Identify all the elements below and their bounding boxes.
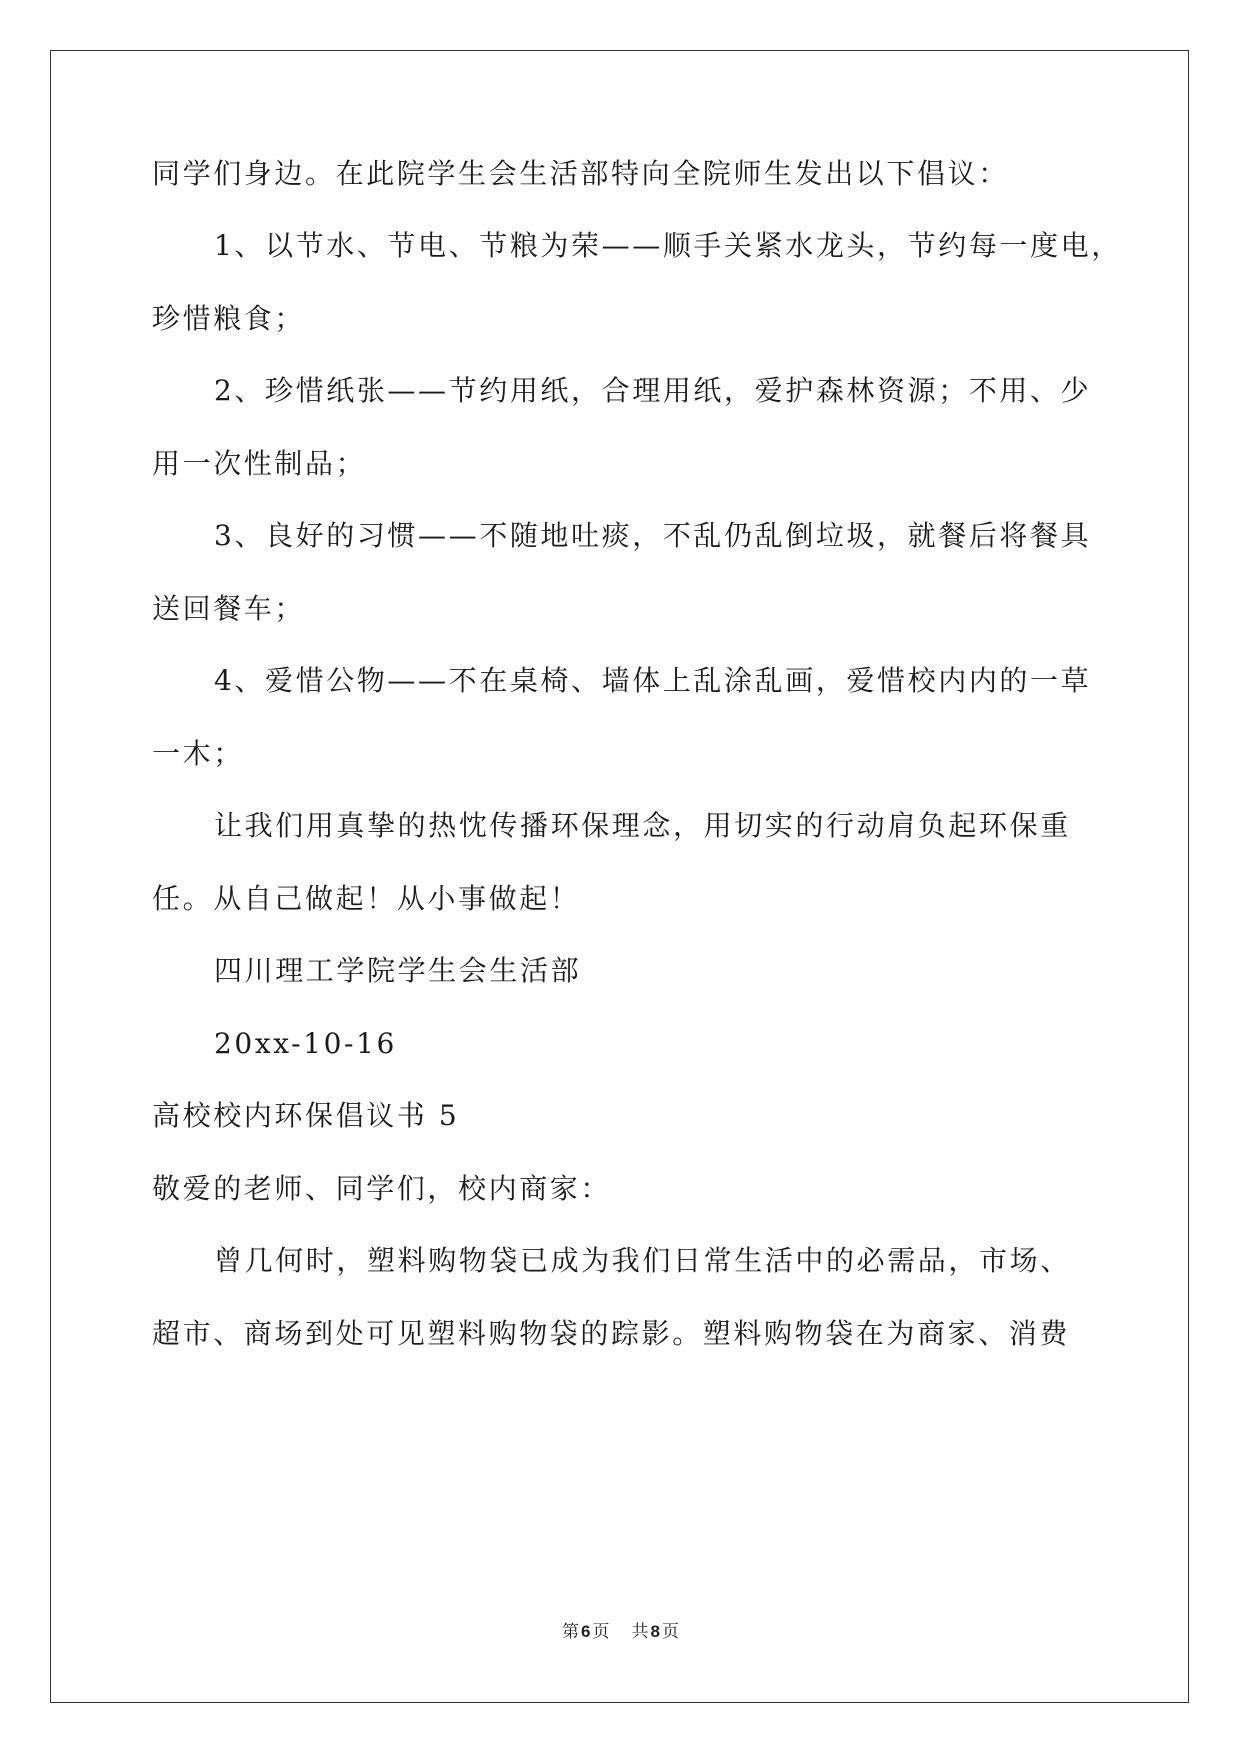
footer-total-pages: 8	[650, 1622, 660, 1641]
closing-line: 让我们用真挚的热忱传播环保理念，用切实的行动肩负起环保重	[214, 809, 1071, 842]
salutation: 敬爱的老师、同学们，校内商家：	[152, 1172, 612, 1205]
footer-page-prefix: 第	[562, 1622, 580, 1642]
proposal-4-line: 4、爱惜公物——不在桌椅、墙体上乱涂乱画，爱惜校内内的一草	[214, 664, 1092, 697]
body-line: 超市、商场到处可见塑料购物袋的踪影。塑料购物袋在为商家、消费	[152, 1317, 1071, 1350]
proposal-2-line: 2、珍惜纸张——节约用纸，合理用纸，爱护森林资源；不用、少	[214, 374, 1092, 407]
footer-total-prefix: 共	[631, 1622, 649, 1642]
body-line: 一木；	[152, 737, 244, 770]
body-line: 任。从自己做起！从小事做起！	[152, 882, 581, 915]
footer-total-suffix: 页	[661, 1622, 679, 1642]
body-line: 曾几何时，塑料购物袋已成为我们日常生活中的必需品，市场、	[214, 1244, 1071, 1277]
body-line: 送回餐车；	[152, 592, 306, 625]
body-line: 用一次性制品；	[152, 447, 367, 480]
page-border	[50, 50, 1189, 1703]
proposal-1-line: 1、以节水、节电、节粮为荣——顺手关紧水龙头，节约每一度电，	[214, 229, 1122, 262]
section-title: 高校校内环保倡议书 5	[152, 1099, 460, 1132]
signature-org: 四川理工学院学生会生活部	[214, 954, 582, 987]
footer-page-number: 6	[581, 1622, 591, 1641]
footer-page-suffix: 页	[592, 1622, 610, 1642]
body-line: 同学们身边。在此院学生会生活部特向全院师生发出以下倡议：	[152, 157, 1009, 190]
proposal-3-line: 3、良好的习惯——不随地吐痰，不乱仍乱倒垃圾，就餐后将餐具	[214, 519, 1092, 552]
signature-date: 20xx-10-16	[214, 1027, 397, 1060]
page-footer	[0, 1622, 1241, 1642]
body-line: 珍惜粮食；	[152, 302, 306, 335]
